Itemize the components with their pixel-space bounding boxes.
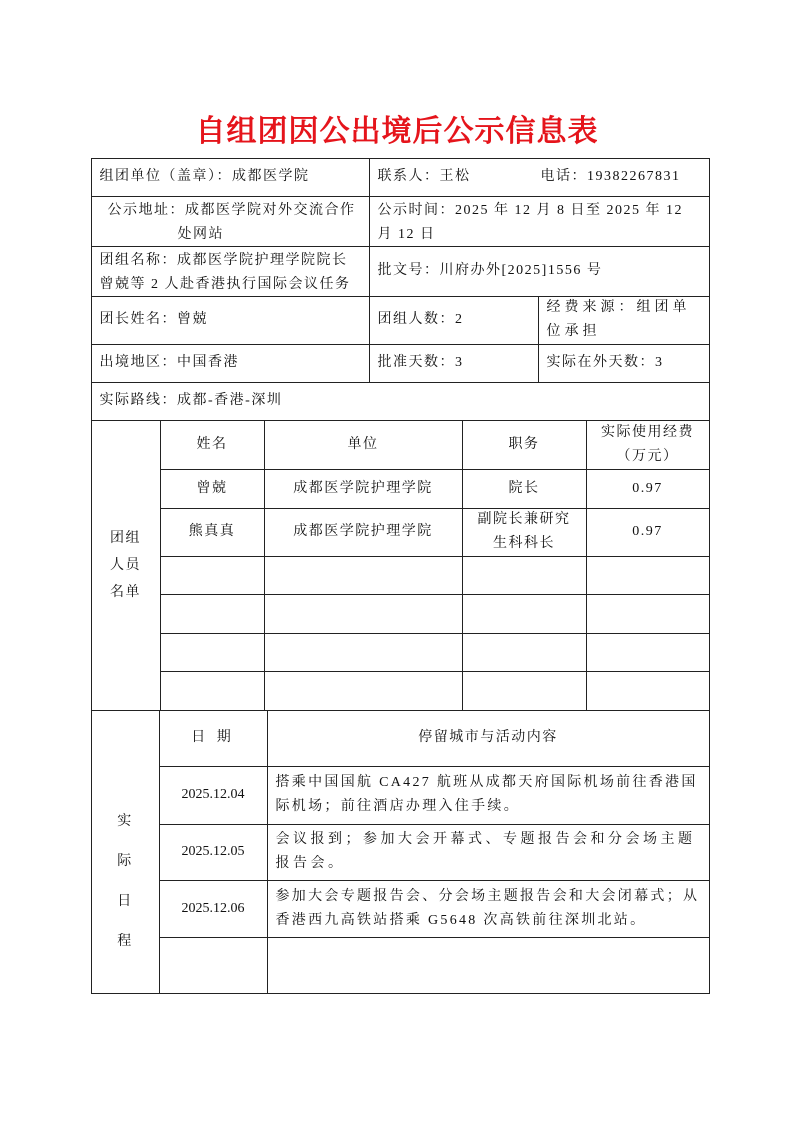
header-position: 职务 <box>462 420 587 470</box>
empty-cell <box>160 671 265 711</box>
empty-cell <box>586 556 710 595</box>
empty-cell <box>267 937 710 994</box>
empty-cell <box>462 671 587 711</box>
route-cell: 实际路线：成都-香港-深圳 <box>91 382 710 421</box>
empty-cell <box>264 556 463 595</box>
empty-cell <box>462 556 587 595</box>
header-funding: 实际使用经费（万元） <box>586 420 710 470</box>
schedule-date: 2025.12.04 <box>159 766 268 825</box>
empty-cell <box>160 594 265 634</box>
empty-cell <box>160 556 265 595</box>
member-position: 副院长兼研究生科科长 <box>462 508 587 557</box>
phone: 电话：19382267831 <box>540 169 681 184</box>
header-name: 姓名 <box>160 420 265 470</box>
period-cell: 公示时间：2025 年 12 月 8 日至 2025 年 12 月 12 日 <box>369 196 710 247</box>
header-activity: 停留城市与活动内容 <box>267 710 710 767</box>
member-unit: 成都医学院护理学院 <box>264 508 463 557</box>
empty-cell <box>264 633 463 672</box>
empty-cell <box>264 594 463 634</box>
contact-cell <box>369 158 710 197</box>
empty-cell <box>586 671 710 711</box>
empty-cell <box>159 937 268 994</box>
schedule-activity: 搭乘中国国航 CA427 航班从成都天府国际机场前往香港国际机场；前往酒店办理入住手续。 <box>267 766 710 825</box>
count-cell: 团组人数：2 <box>369 296 539 345</box>
empty-cell <box>586 633 710 672</box>
empty-cell <box>160 633 265 672</box>
member-position: 院长 <box>462 469 587 509</box>
address: 公示地址：成都医学院对外交流合作处网站 <box>107 202 356 242</box>
leader-cell: 团长姓名：曾兢 <box>91 296 370 345</box>
empty-cell <box>586 594 710 634</box>
approval-cell: 批文号：川府办外[2025]1556 号 <box>369 246 710 297</box>
unit-cell: 组团单位（盖章）：成都医学院 <box>91 158 370 197</box>
approved-days-cell: 批准天数：3 <box>369 344 539 383</box>
funding-cell: 经费来源：组团单位承担 <box>538 296 710 345</box>
address-cell <box>91 196 370 247</box>
group-name-cell: 团组名称：成都医学院护理学院院长曾兢等 2 人赴香港执行国际会议任务 <box>91 246 370 297</box>
member-funding: 0.97 <box>586 508 710 557</box>
page-title: 自组团因公出境后公示信息表 <box>195 115 599 148</box>
schedule-date: 2025.12.05 <box>159 824 268 881</box>
schedule-activity: 会议报到；参加大会开幕式、专题报告会和分会场主题报告会。 <box>267 824 710 881</box>
empty-cell <box>264 671 463 711</box>
header-unit: 单位 <box>264 420 463 470</box>
schedule-activity: 参加大会专题报告会、分会场主题报告会和大会闭幕式；从香港西九高铁站搭乘 G5648 次高铁前往深圳北站。 <box>267 880 710 938</box>
empty-cell <box>462 594 587 634</box>
member-name: 熊真真 <box>160 508 265 557</box>
actual-days-cell: 实际在外天数：3 <box>538 344 710 383</box>
region-cell: 出境地区：中国香港 <box>91 344 370 383</box>
member-unit: 成都医学院护理学院 <box>264 469 463 509</box>
members-label: 团组人员名单 <box>91 420 161 711</box>
header-date: 日 期 <box>159 710 268 767</box>
contact: 联系人：王松 <box>377 169 471 184</box>
empty-cell <box>462 633 587 672</box>
member-funding: 0.97 <box>586 469 710 509</box>
schedule-label: 实际日程 <box>91 710 160 994</box>
schedule-date: 2025.12.06 <box>159 880 268 938</box>
member-name: 曾兢 <box>160 469 265 509</box>
